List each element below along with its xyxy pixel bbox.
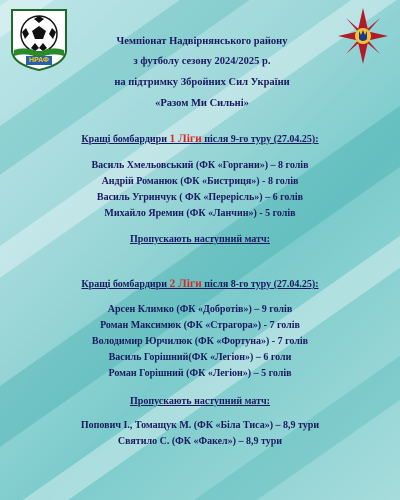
header-line-1: Чемпіонат Надвірнянського району (116, 36, 288, 47)
scorer-row: Василь Горішний(ФК «Легіон») – 6 голи (108, 352, 292, 363)
scorer-row: Володимир Юрчилюк (ФК «Фортуна») - 7 голів (91, 336, 309, 347)
heading-prefix: Кращі бомбардири (81, 134, 170, 145)
scorer-row: Роман Максимюк (ФК «Страгора») - 7 голів (100, 320, 300, 331)
scorer-row: Андрій Романюк (ФК «Бистриця») - 8 голів (101, 176, 299, 187)
league2-miss-heading: Пропускають наступний матч: (130, 396, 270, 407)
scorer-row: Василь Хмельовський (ФК «Горгани») – 8 голів (91, 160, 309, 171)
logo-text: НРАФ (29, 57, 49, 64)
suspended-row: Попович І., Томащук М. (ФК «Біла Тиса») – 8,9 тури (80, 420, 320, 431)
league1-miss-heading: Пропускають наступний матч: (130, 234, 270, 245)
heading-prefix: Кращі бомбардири (81, 279, 170, 290)
suspended-row: Святило С. (ФК «Факел») – 8,9 тури (117, 436, 283, 447)
header-line-3: на підтримку Збройних Сил України (114, 77, 290, 88)
league-label: 1 Ліги (169, 133, 202, 145)
scorer-row: Арсен Климко (ФК «Добротів») – 9 голів (107, 304, 293, 315)
header-line-4: «Разом Ми Сильні» (155, 98, 249, 109)
header-line-2: з футболу сезону 2024/2025 р. (133, 56, 271, 67)
league-label: 2 Ліги (169, 278, 202, 290)
heading-suffix: після 9-го туру (27.04.25): (201, 134, 319, 145)
scorer-row: Михайло Яремин (ФК «Ланчин») - 5 голів (104, 208, 296, 219)
scorer-row: Роман Горішний (ФК «Легіон») – 5 голів (108, 368, 292, 379)
league2-heading (0, 278, 400, 291)
league1-heading (0, 133, 400, 146)
scorer-row: Василь Угринчук ( ФК «Перерісль») – 6 голів (96, 192, 304, 203)
heading-suffix: після 8-го туру (27.04.25): (201, 279, 319, 290)
